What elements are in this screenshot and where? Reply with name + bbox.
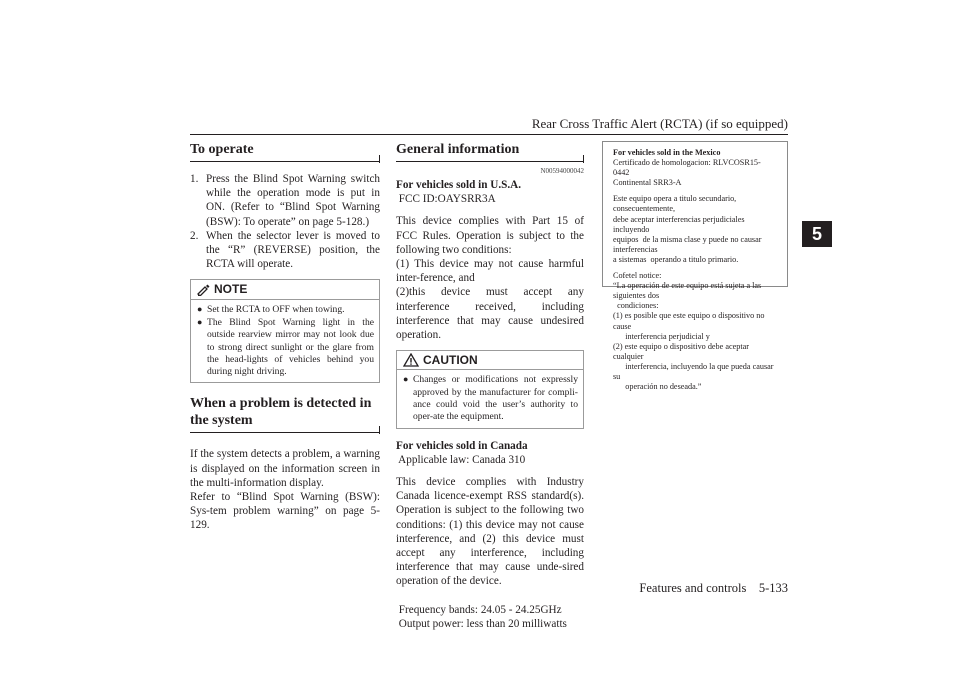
problem-paragraph: If the system detects a problem, a warning is displayed on the information screen in the multi-information display. xyxy=(190,448,380,489)
mexico-line: interferencia, incluyendo la que pueda causar su xyxy=(613,361,776,381)
section-heading-general-information: General information xyxy=(396,141,584,162)
mexico-line: Cofetel notice: xyxy=(613,271,662,281)
usa-label: For vehicles sold in U.S.A. xyxy=(396,179,522,191)
mexico-line: “La operación de este equipo está sujeta a las siguientes dos xyxy=(613,281,764,301)
left-column xyxy=(190,141,380,533)
mexico-line: equipos de la misma clase y puede no causar interferencias xyxy=(613,234,764,254)
page-footer: Features and controls 5-133 xyxy=(639,581,788,595)
section-code: N00594000042 xyxy=(540,167,584,175)
middle-column xyxy=(396,141,584,631)
bullet-icon: ● xyxy=(197,303,203,314)
output-power: Output power: less than 20 milliwatts xyxy=(396,617,567,630)
note-list xyxy=(191,303,379,379)
mexico-line: operación no deseada.” xyxy=(613,382,702,392)
usa-compliance-text: This device complies with Part 15 of FCC Rules. Operation is subject to the following two conditions: xyxy=(396,215,584,256)
mexico-line: Continental SRR3-A xyxy=(613,178,682,188)
bullet-icon: ● xyxy=(197,316,203,327)
note-item: ● Set the RCTA to OFF when towing. xyxy=(197,303,345,315)
canada-compliance-text: This device complies with Industry Canada licence-exempt RSS standard(s). Operation is subject to the following two conditions: (1) this device may not cause interference, and (2) this device must accept any interference, including interference that may cause unde-sired operation of the device. xyxy=(396,476,584,588)
chapter-tab[interactable]: 5 xyxy=(802,221,832,247)
mexico-line: condiciones: xyxy=(613,301,659,311)
mexico-title: For vehicles sold in the Mexico xyxy=(613,148,721,157)
frequency-bands: Frequency bands: 24.05 - 24.25GHz xyxy=(396,603,562,616)
mexico-line: Este equipo opera a titulo secundario, consecuentemente, xyxy=(613,194,739,214)
usa-condition-1: (1) This device may not cause harmful inter-ference, and xyxy=(396,258,584,285)
note-box xyxy=(190,279,380,383)
page-header-title: Rear Cross Traffic Alert (RCTA) (if so equipped) xyxy=(531,116,788,131)
section-heading-to-operate: To operate xyxy=(190,141,380,162)
canada-law: Applicable law: Canada 310 xyxy=(396,453,526,466)
note-header xyxy=(191,280,379,299)
note-pencil-icon xyxy=(197,284,210,296)
caution-label: CAUTION xyxy=(423,353,478,368)
problem-reference: Refer to “Blind Spot Warning (BSW): Sys-tem problem warning” on page 5-129. xyxy=(190,491,380,532)
mexico-line: (1) es posible que este equipo o dispositivo no cause xyxy=(613,311,767,331)
step-item: 2. When the selector lever is moved to the “R” (REVERSE) position, the RCTA will operate. xyxy=(190,229,380,271)
mexico-line: interferencia perjudicial y xyxy=(613,331,710,341)
mexico-line: Certificado de homologacion: RLVCOSR15-0442 xyxy=(613,158,761,178)
canada-label: For vehicles sold in Canada xyxy=(396,439,528,452)
usa-fcc-id: FCC ID:OAYSRR3A xyxy=(396,193,496,206)
right-column xyxy=(602,141,788,392)
warning-triangle-icon xyxy=(403,353,419,367)
mexico-notice-box xyxy=(602,141,788,392)
note-label: NOTE xyxy=(214,282,248,297)
header-rule xyxy=(190,134,788,135)
bullet-icon: ● xyxy=(403,374,409,385)
mexico-line: (2) este equipo o dispositivo debe aceptar cualquier xyxy=(613,341,752,361)
usa-condition-2: (2)this device must accept any interference received, including interference that may cause undesired operation. xyxy=(396,286,584,342)
caution-header xyxy=(397,351,583,370)
section-heading-problem: When a problem is detected in the system xyxy=(190,395,380,433)
note-item: ● The Blind Spot Warning light in the outside rearview mirror may not look due to strong direct sunlight or the glare from the head-lights of vehicles behind you during night driving. xyxy=(197,316,374,378)
mexico-line: a sistemas operando a titulo primario. xyxy=(613,254,739,264)
caution-item: ● Changes or modifications not expressly approved by the manufacturer for compli-ance could void the user’s authority to oper-ate the equipment. xyxy=(403,374,578,423)
step-item: 1. Press the Blind Spot Warning switch while the operation mode is put in ON. (Refer to “Blind Spot Warning (BSW): To operate” on page 5-128.) xyxy=(190,173,380,228)
caution-box xyxy=(396,350,584,428)
operation-steps xyxy=(190,172,380,271)
mexico-line: debe aceptar interferencias perjudiciales incluyendo xyxy=(613,214,747,234)
caution-list xyxy=(397,373,583,423)
